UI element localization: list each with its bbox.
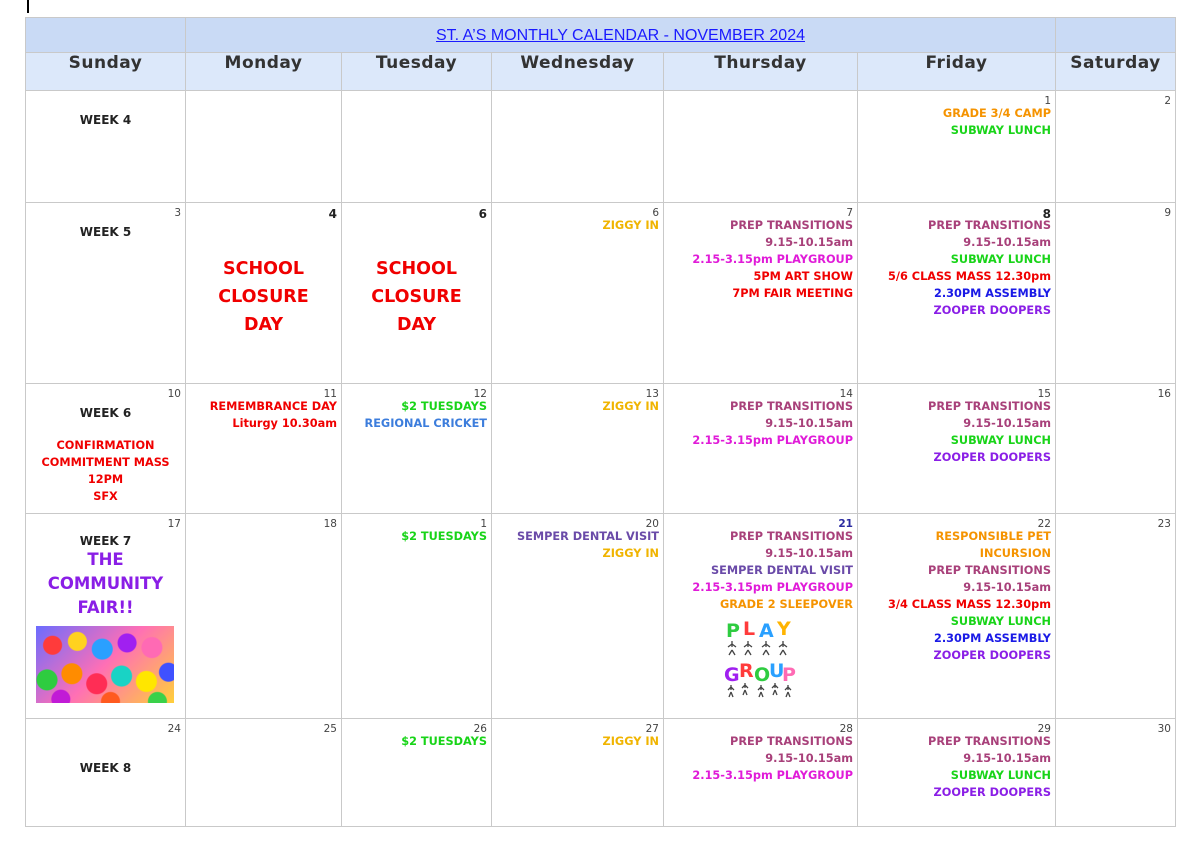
day-number: 27 [645, 723, 659, 735]
fair-title: THE [87, 550, 124, 569]
svg-text:A: A [759, 620, 774, 642]
calendar-title[interactable]: ST. A’S MONTHLY CALENDAR - NOVEMBER 2024 [436, 27, 805, 44]
day-number: 25 [323, 723, 337, 735]
closure-text: DAY [243, 315, 284, 335]
day-number: 30 [1157, 723, 1171, 735]
event: 9.15-10.15am [963, 752, 1051, 765]
day-number: 23 [1157, 518, 1171, 530]
day-number: 6 [478, 207, 487, 221]
event: Liturgy 10.30am [232, 417, 337, 430]
event: REGIONAL CRICKET [364, 417, 487, 430]
day-number: 6 [652, 207, 659, 219]
event: 9.15-10.15am [765, 547, 853, 560]
day-cell[interactable] [858, 514, 1056, 719]
svg-text:R: R [739, 660, 754, 682]
day-number: 14 [839, 388, 853, 400]
event: PREP TRANSITIONS [730, 400, 853, 413]
svg-text:U: U [769, 660, 785, 682]
event: ZOOPER DOOPERS [933, 649, 1051, 662]
svg-text:O: O [754, 664, 771, 686]
event: SUBWAY LUNCH [950, 615, 1051, 628]
title-row [26, 18, 1176, 53]
play-group-clipart-icon [724, 617, 796, 699]
week-row [26, 719, 1176, 827]
day-cell[interactable] [1056, 514, 1176, 719]
closure-text: SCHOOL [223, 259, 304, 279]
week-row [26, 384, 1176, 514]
day-number: 1 [1044, 95, 1051, 107]
svg-text:P: P [726, 620, 740, 642]
day-number: 21 [838, 518, 853, 530]
event: PREP TRANSITIONS [928, 219, 1051, 232]
calendar-title-cell [186, 18, 1056, 53]
day-cell[interactable] [492, 203, 664, 384]
event: GRADE 3/4 CAMP [942, 107, 1051, 120]
day-cell[interactable] [858, 203, 1056, 384]
event: SEMPER DENTAL VISIT [711, 564, 853, 577]
day-header-tuesday: Tuesday [342, 53, 492, 91]
event: 5/6 CLASS MASS 12.30pm [888, 270, 1051, 283]
day-number: 24 [167, 723, 181, 735]
day-cell[interactable] [342, 91, 492, 203]
event: 2.15-3.15pm PLAYGROUP [692, 769, 853, 782]
day-header-sunday: Sunday [26, 53, 186, 91]
day-cell[interactable] [1056, 384, 1176, 514]
day-cell[interactable] [342, 203, 492, 384]
event: SUBWAY LUNCH [950, 253, 1051, 266]
week-row [26, 91, 1176, 203]
day-cell[interactable] [492, 91, 664, 203]
day-cell[interactable] [26, 719, 186, 827]
day-number: 26 [473, 723, 487, 735]
event: $2 TUESDAYS [401, 400, 487, 413]
day-number: 13 [645, 388, 659, 400]
day-cell[interactable] [186, 91, 342, 203]
event: 2.30PM ASSEMBLY [933, 287, 1051, 300]
day-cell[interactable] [26, 203, 186, 384]
event: SUBWAY LUNCH [950, 769, 1051, 782]
day-cell[interactable] [1056, 91, 1176, 203]
day-number: 28 [839, 723, 853, 735]
event: CONFIRMATION [56, 439, 155, 452]
event: 2.30PM ASSEMBLY [933, 632, 1051, 645]
event: ZIGGY IN [602, 547, 659, 560]
week-label: WEEK 8 [79, 761, 132, 775]
day-cell[interactable] [26, 514, 186, 719]
event: ZOOPER DOOPERS [933, 451, 1051, 464]
day-cell[interactable] [342, 719, 492, 827]
day-number: 8 [1042, 207, 1051, 221]
day-cell[interactable] [26, 384, 186, 514]
event: PREP TRANSITIONS [928, 564, 1051, 577]
day-number: 11 [323, 388, 337, 400]
event: SEMPER DENTAL VISIT [517, 530, 659, 543]
day-cell[interactable] [858, 719, 1056, 827]
svg-text:L: L [743, 618, 756, 640]
day-number: 2 [1164, 95, 1171, 107]
event: PREP TRANSITIONS [730, 530, 853, 543]
day-header-saturday: Saturday [1056, 53, 1176, 91]
day-header-monday: Monday [186, 53, 342, 91]
text-cursor [27, 0, 29, 13]
event: 9.15-10.15am [765, 236, 853, 249]
day-cell[interactable] [186, 514, 342, 719]
day-number: 12 [473, 388, 487, 400]
week-row [26, 203, 1176, 384]
day-cell[interactable] [858, 384, 1056, 514]
day-cell[interactable] [186, 384, 342, 514]
day-cell[interactable] [1056, 719, 1176, 827]
event: INCURSION [979, 547, 1051, 560]
event: 3/4 CLASS MASS 12.30pm [888, 598, 1051, 611]
event: ZIGGY IN [602, 400, 659, 413]
day-cell[interactable] [858, 91, 1056, 203]
event: 12PM [87, 473, 124, 486]
day-cell[interactable] [186, 203, 342, 384]
day-number: 4 [328, 207, 337, 221]
day-cell[interactable] [1056, 203, 1176, 384]
event: 5PM ART SHOW [753, 270, 853, 283]
event: PREP TRANSITIONS [928, 400, 1051, 413]
day-number: 7 [846, 207, 853, 219]
week-row [26, 514, 1176, 719]
week-label: WEEK 5 [79, 225, 132, 239]
day-cell[interactable] [186, 719, 342, 827]
calendar-table [25, 17, 1176, 827]
day-header-friday: Friday [858, 53, 1056, 91]
week-label: WEEK 7 [79, 534, 132, 548]
event: 2.15-3.15pm PLAYGROUP [692, 581, 853, 594]
event: ZIGGY IN [602, 219, 659, 232]
event: SFX [93, 490, 118, 503]
event: ZOOPER DOOPERS [933, 786, 1051, 799]
event: ZOOPER DOOPERS [933, 304, 1051, 317]
closure-text: CLOSURE [218, 287, 309, 307]
event: REMEMBRANCE DAY [209, 400, 337, 413]
week-label: WEEK 4 [79, 113, 132, 127]
closure-text: DAY [396, 315, 437, 335]
day-cell[interactable] [492, 719, 664, 827]
svg-text:P: P [782, 664, 796, 686]
event: 9.15-10.15am [765, 752, 853, 765]
event: SUBWAY LUNCH [950, 124, 1051, 137]
svg-text:G: G [724, 664, 740, 686]
event: GRADE 2 SLEEPOVER [719, 598, 853, 611]
day-header-thursday: Thursday [664, 53, 858, 91]
event: PREP TRANSITIONS [730, 219, 853, 232]
day-number: 20 [645, 518, 659, 530]
event: 9.15-10.15am [963, 581, 1051, 594]
fair-title: COMMUNITY [47, 574, 164, 593]
event: 9.15-10.15am [963, 236, 1051, 249]
day-number: 18 [323, 518, 337, 530]
day-number: 15 [1037, 388, 1051, 400]
event: 7PM FAIR MEETING [732, 287, 853, 300]
event: $2 TUESDAYS [401, 530, 487, 543]
day-header-wednesday: Wednesday [492, 53, 664, 91]
day-cell[interactable] [492, 384, 664, 514]
event: 9.15-10.15am [963, 417, 1051, 430]
day-cell[interactable] [26, 91, 186, 203]
day-cell[interactable] [664, 719, 858, 827]
day-number: 29 [1037, 723, 1051, 735]
day-cell[interactable] [664, 203, 858, 384]
day-number: 3 [174, 207, 181, 219]
event: 2.15-3.15pm PLAYGROUP [692, 253, 853, 266]
day-number: 9 [1164, 207, 1171, 219]
closure-text: SCHOOL [376, 259, 457, 279]
event: RESPONSIBLE PET [935, 530, 1051, 543]
weekday-header-row [26, 53, 1176, 91]
event: ZIGGY IN [602, 735, 659, 748]
day-number: 17 [167, 518, 181, 530]
event: $2 TUESDAYS [401, 735, 487, 748]
week-label: WEEK 6 [79, 406, 132, 420]
day-number: 16 [1157, 388, 1171, 400]
day-cell[interactable] [664, 514, 858, 719]
day-cell[interactable] [664, 384, 858, 514]
svg-text:Y: Y [777, 618, 791, 640]
day-cell[interactable] [342, 384, 492, 514]
event: PREP TRANSITIONS [928, 735, 1051, 748]
balloons-image [36, 626, 174, 703]
fair-title: FAIR!! [77, 598, 134, 617]
event: COMMITMENT MASS [41, 456, 170, 469]
day-number: 22 [1037, 518, 1051, 530]
day-cell[interactable] [342, 514, 492, 719]
closure-text: CLOSURE [371, 287, 462, 307]
day-cell[interactable] [664, 91, 858, 203]
day-cell[interactable] [492, 514, 664, 719]
event: 2.15-3.15pm PLAYGROUP [692, 434, 853, 447]
day-number: 1 [480, 518, 487, 530]
day-number: 10 [167, 388, 181, 400]
event: PREP TRANSITIONS [730, 735, 853, 748]
event: 9.15-10.15am [765, 417, 853, 430]
event: SUBWAY LUNCH [950, 434, 1051, 447]
